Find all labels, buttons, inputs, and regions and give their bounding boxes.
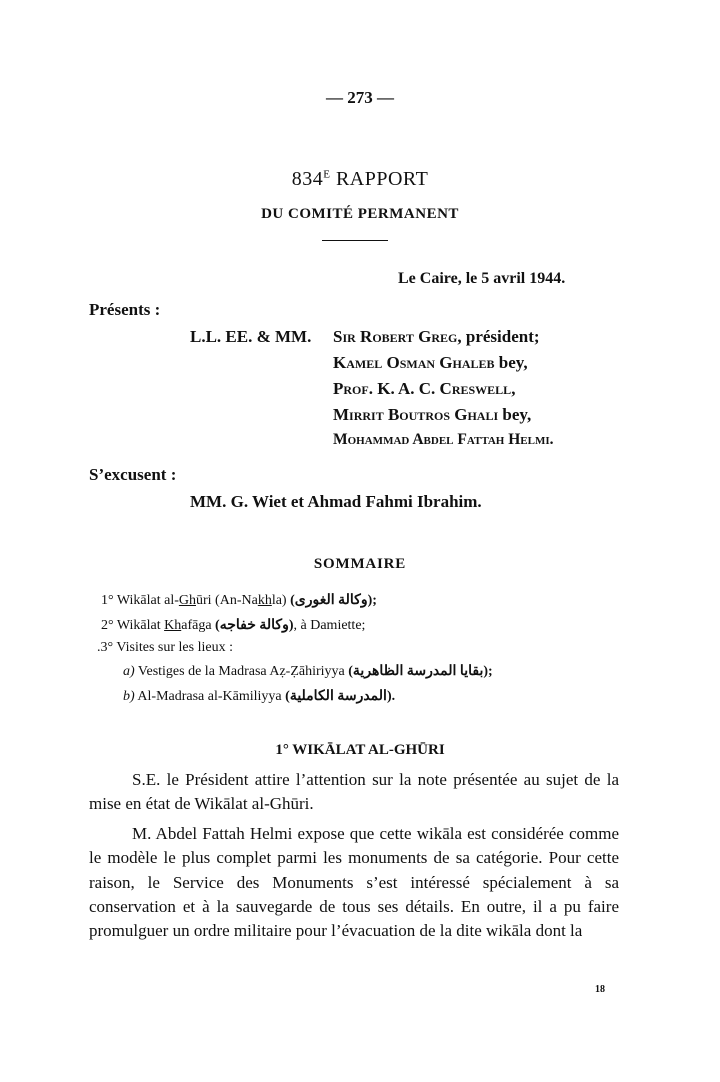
- member-suffix: , président;: [457, 327, 540, 346]
- report-word: RAPPORT: [335, 168, 429, 190]
- presents-label: Présents :: [89, 300, 161, 319]
- sommaire-item: [123, 663, 493, 680]
- item-text: Visites sur les lieux :: [116, 640, 233, 655]
- item-tail: .: [391, 689, 396, 704]
- member-suffix: .: [549, 431, 554, 448]
- item-text-underlined: Kh: [164, 618, 182, 633]
- item-text: Al-Madrasa al-Kāmiliyya: [137, 689, 282, 704]
- sommaire-item: [97, 640, 233, 656]
- excusent-names: MM. G. Wiet et Ahmad Fahmi Ibrahim.: [190, 492, 482, 511]
- member-suffix: bey,: [498, 405, 532, 424]
- item-arabic: (بقايا المدرسة الظاهرية): [348, 664, 489, 679]
- item-text: Vestiges de la Madrasa Aẓ-Ẓāhiriyya: [137, 664, 345, 679]
- signature-mark: 18: [595, 984, 605, 995]
- member-name: Sir Robert Greg: [333, 327, 458, 346]
- body-paragraph: S.E. le Président attire l’attention sur la note présentée au sujet de la mise en état de Wikālat al-Ghūri.: [89, 770, 619, 814]
- member-line: [333, 431, 553, 449]
- section-heading-text: 1° WIKĀLAT AL-GHŪRI: [275, 742, 445, 758]
- sommaire-item: [123, 688, 395, 705]
- member-suffix: bey,: [494, 353, 528, 372]
- sommaire-item: [101, 617, 365, 634]
- sommaire-heading: SOMMAIRE: [313, 556, 407, 572]
- item-text: Wikālat: [116, 618, 165, 633]
- member-suffix: ,: [511, 379, 516, 398]
- item-arabic: (وكالة خفاجه): [215, 618, 294, 633]
- item-number: .3°: [97, 640, 114, 655]
- member-name: Mohammad Abdel Fattah Helmi: [333, 431, 550, 448]
- item-number: 2°: [101, 618, 114, 633]
- item-text: afāga: [181, 618, 212, 633]
- item-arabic: (المدرسة الكاملية): [285, 689, 392, 704]
- report-subtitle: DU COMITÉ PERMANENT: [261, 206, 459, 222]
- report-title: [0, 168, 720, 191]
- member-line: [333, 379, 515, 399]
- item-tail: ;: [372, 593, 377, 608]
- member-line: [333, 405, 531, 425]
- item-number: b): [123, 689, 135, 704]
- member-line: [333, 353, 528, 373]
- excusent-label: S’excusent :: [89, 465, 177, 484]
- title-divider: [322, 240, 388, 241]
- item-tail: , à Damiette;: [293, 618, 366, 633]
- dateline: Le Caire, le 5 avril 1944.: [398, 270, 566, 287]
- sommaire-item: [101, 592, 377, 609]
- section-heading: [0, 742, 720, 759]
- report-number: 834: [291, 168, 324, 190]
- report-number-sup: E: [323, 168, 331, 181]
- item-number: 1°: [101, 593, 114, 608]
- body-paragraph: M. Abdel Fattah Helmi expose que cette wikāla est considérée comme le modèle le plus complet parmi les monuments de sa catégorie. Pour cette raison, le Service des Monuments s’est intéressé spécialement à sa conservation et à la sauvegarde de tous ses détails. En outre, il a pu faire promulguer un ordre militaire pour l’évacuation de la dite wikāla dont la: [89, 824, 619, 941]
- item-text-underlined: Gh: [178, 593, 196, 608]
- item-number: a): [123, 664, 135, 679]
- presents-prefix: L.L. EE. & MM.: [190, 327, 312, 346]
- member-name: Mirrit Boutros Ghali: [333, 405, 499, 424]
- item-text-underlined: kh: [257, 593, 272, 608]
- item-text: ūri (An-Na: [196, 593, 258, 608]
- item-tail: ;: [488, 664, 493, 679]
- item-arabic: (وكالة الغورى): [290, 593, 373, 608]
- member-name: Prof. K. A. C. Creswell: [333, 379, 512, 398]
- page-number: — 273 —: [326, 88, 394, 107]
- member-name: Kamel Osman Ghaleb: [333, 353, 495, 372]
- member-line: [333, 327, 540, 347]
- item-text: Wikālat al-: [116, 593, 179, 608]
- item-text: la): [271, 593, 287, 608]
